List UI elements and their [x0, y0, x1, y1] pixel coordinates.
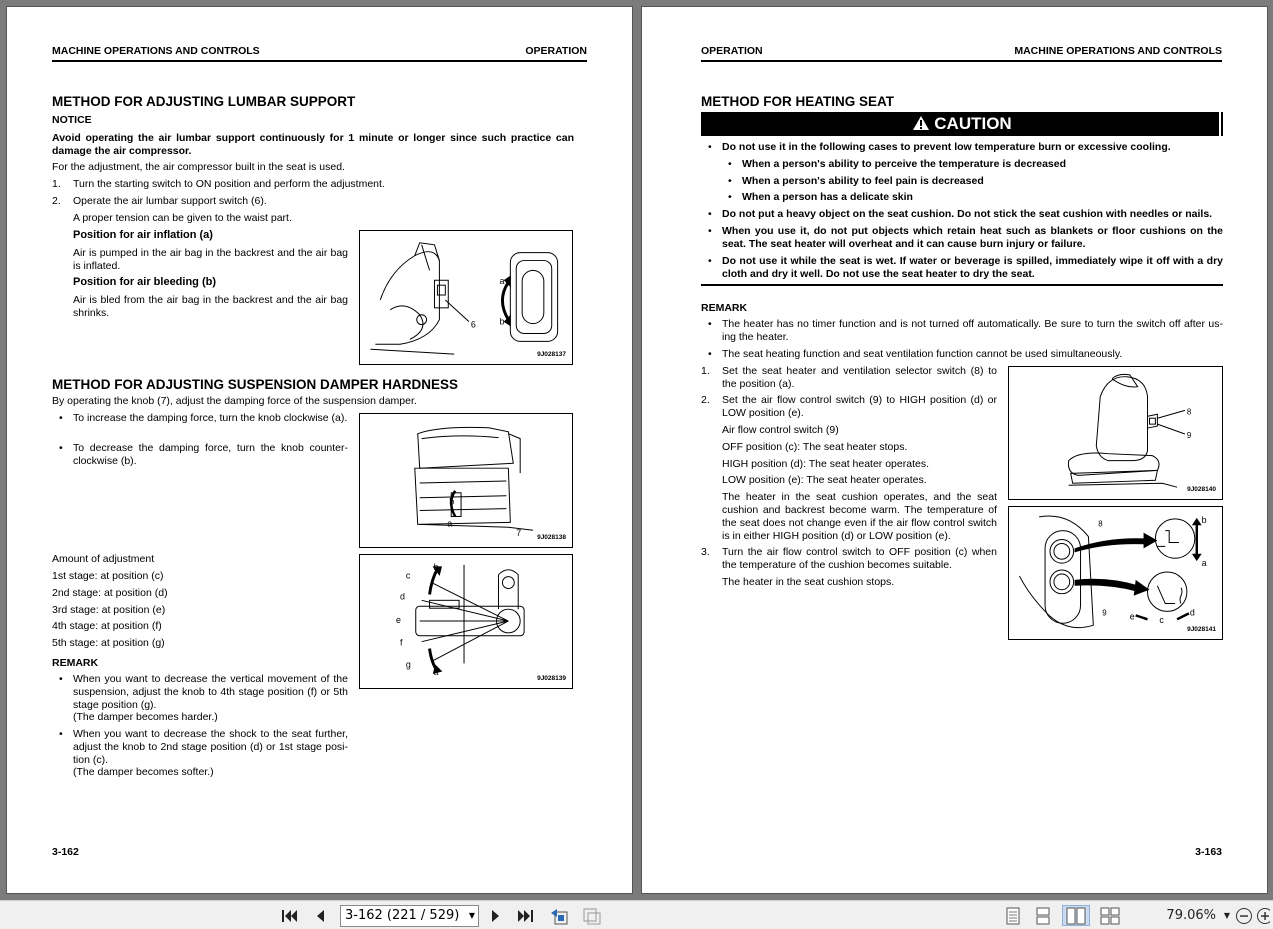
heating-title: METHOD FOR HEATING SEAT — [701, 94, 894, 109]
damper-bullet: To increase the damping force, turn the knob clockwise (a). — [73, 412, 348, 424]
page-right — [641, 6, 1268, 894]
go-back-view-button[interactable] — [547, 905, 571, 926]
back-view-icon — [549, 907, 569, 925]
figure-damper-positions — [359, 554, 573, 689]
zoom-out-button[interactable] — [1234, 905, 1254, 926]
label-a: a — [499, 276, 505, 287]
viewer-toolbar — [0, 900, 1273, 929]
bullet-dot: • — [728, 191, 732, 203]
header-left: MACHINE OPERATIONS AND CONTROLS — [52, 45, 260, 57]
figure-damper-knob — [359, 413, 573, 548]
position-item: HIGH position (d): The seat heater operates. — [722, 458, 929, 470]
last-page-icon — [516, 908, 534, 924]
figure-id: 9J028138 — [537, 534, 566, 541]
label-f: f — [399, 637, 403, 648]
single-page-view-button[interactable] — [1002, 905, 1024, 926]
two-page-continuous-icon — [1100, 907, 1120, 925]
caution-subitem: When a person's ability to feel pain is decreased — [742, 175, 984, 187]
bleeding-text: Air is bled from the air bag in the backrest and the air bag shrinks. — [73, 294, 348, 319]
label-e: e — [1129, 611, 1135, 622]
page-select[interactable] — [340, 905, 479, 927]
figure-id: 9J028139 — [537, 675, 566, 682]
figure-id: 9J028140 — [1187, 486, 1216, 493]
caution-banner — [701, 112, 1223, 136]
step-number: 2. — [52, 195, 61, 207]
page-left — [6, 6, 633, 894]
stage-item: 3rd stage: at position (e) — [52, 604, 166, 616]
step-text: Operate the air lumbar support switch (6). — [73, 195, 267, 207]
dropdown-arrow-icon: ▼ — [1223, 911, 1230, 920]
next-page-icon — [490, 908, 502, 924]
caution-subitem: When a person's ability to perceive the temperature is decreased — [742, 158, 1067, 170]
switch-label: Air flow control switch (9) — [722, 424, 839, 436]
continuous-view-button[interactable] — [1032, 905, 1054, 926]
page-number: 3-162 — [52, 846, 79, 858]
caution-edge — [1219, 112, 1221, 136]
stage-item: 5th stage: at position (g) — [52, 637, 165, 649]
remark-note: (The damper becomes softer.) — [73, 766, 214, 778]
last-page-button[interactable] — [514, 905, 536, 926]
zoom-out-icon — [1235, 907, 1253, 925]
page-header — [52, 45, 587, 62]
label-d: d — [399, 591, 405, 602]
caution-bullet: Do not use it while the seat is wet. If water or beverage is spilled, immediately wipe it off with a dry cloth and dry it well. Do not use the seat heater to dry the seat. — [722, 255, 1223, 280]
damper-illustration — [360, 414, 572, 547]
damper-bullet: To decrease the damping force, turn the knob counter-clockwise (b). — [73, 442, 348, 467]
next-page-button[interactable] — [486, 905, 506, 926]
bullet-dot: • — [708, 318, 712, 330]
header-right: OPERATION — [525, 45, 587, 57]
positions-illustration — [360, 555, 572, 688]
label-g: g — [405, 659, 411, 670]
label-a: a — [447, 518, 453, 529]
damper-title: METHOD FOR ADJUSTING SUSPENSION DAMPER HARDNESS — [52, 377, 459, 392]
switch-illustration — [1009, 507, 1222, 639]
label-c: c — [405, 570, 411, 581]
label-8: 8 — [1098, 519, 1103, 529]
step-text: Set the air flow control switch (9) to HIGH position (d) or LOW position (e). — [722, 394, 997, 419]
label-b: b — [1201, 514, 1207, 525]
previous-page-button[interactable] — [310, 905, 330, 926]
stage-item: 4th stage: at position (f) — [52, 620, 162, 632]
go-forward-view-button[interactable] — [580, 905, 604, 926]
lumbar-title: METHOD FOR ADJUSTING LUMBAR SUPPORT — [52, 94, 356, 109]
bullet-dot: • — [708, 141, 712, 153]
step-number: 3. — [701, 546, 710, 558]
previous-page-icon — [314, 908, 326, 924]
figure-switch-positions — [1008, 506, 1223, 640]
zoom-select[interactable] — [1140, 905, 1230, 926]
figure-id: 9J028141 — [1187, 626, 1216, 633]
header-right: MACHINE OPERATIONS AND CONTROLS — [1014, 45, 1222, 57]
heater-operates-text: The heater in the seat cushion operates, and the seat cushion and backrest become warm. The temperature of the seat does not change even if the air flow control switch is in either HIGH position (d) or LOW position (e). — [722, 491, 997, 542]
inflation-text: Air is pumped in the air bag in the backrest and the air bag is inflated. — [73, 247, 348, 272]
first-page-button[interactable] — [279, 905, 301, 926]
step-number: 1. — [701, 365, 710, 377]
figure-lumbar-switch — [359, 230, 573, 365]
caution-subitem: When a person has a delicate skin — [742, 191, 913, 203]
bullet-dot: • — [59, 728, 63, 740]
figure-id: 9J028137 — [537, 351, 566, 358]
label-9: 9 — [1186, 430, 1192, 440]
two-page-continuous-button[interactable] — [1098, 905, 1122, 926]
label-a: a — [433, 667, 439, 678]
bullet-dot: • — [59, 442, 63, 454]
label-b: b — [499, 316, 505, 327]
remark-bullet: The seat heating function and seat ventilation function cannot be used simultaneously. — [722, 348, 1123, 360]
caution-bullet: When you use it, do not put objects which retain heat such as blankets or floor cushions on the seat. The seat heater will overheat and it can cause burn injury or failure. — [722, 225, 1223, 250]
step-number: 2. — [701, 394, 710, 406]
two-page-view-button[interactable] — [1062, 905, 1090, 926]
bullet-dot: • — [728, 175, 732, 187]
figure-seat-switches — [1008, 366, 1223, 500]
continuous-page-icon — [1036, 907, 1050, 925]
label-a: a — [1201, 558, 1207, 569]
remark-bullet: The heater has no timer function and is not turned off automatically. Be sure to turn the switch off after us-ing the heater. — [722, 318, 1223, 343]
label-b: b — [449, 496, 455, 507]
label-c: c — [1159, 615, 1164, 626]
remark-bullet: When you want to decrease the vertical movement of the suspension, adjust the knob to 4th stage position (f) or 5th stage position (g). — [73, 673, 348, 711]
label-8: 8 — [1186, 407, 1192, 417]
bleeding-title: Position for air bleeding (b) — [73, 276, 216, 288]
remark-note: (The damper becomes harder.) — [73, 711, 218, 723]
caution-bullet: Do not put a heavy object on the seat cushion. Do not stick the seat cushion with needles or nails. — [722, 208, 1213, 220]
step-number: 1. — [52, 178, 61, 190]
bullet-dot: • — [708, 208, 712, 220]
bullet-dot: • — [728, 158, 732, 170]
forward-view-icon — [582, 907, 602, 925]
bullet-dot: • — [59, 673, 63, 685]
stage-item: 2nd stage: at position (d) — [52, 587, 168, 599]
label-6: 6 — [470, 319, 476, 330]
amount-label: Amount of adjustment — [52, 553, 155, 565]
damper-intro: By operating the knob (7), adjust the damping force of the suspension damper. — [52, 395, 417, 407]
single-page-icon — [1006, 907, 1020, 925]
stage-item: 1st stage: at position (c) — [52, 570, 164, 582]
zoom-value: 79.06% — [1166, 908, 1216, 923]
page-number: 3-163 — [1195, 846, 1222, 858]
step-text: Turn the starting switch to ON position and perform the adjustment. — [73, 178, 385, 190]
intro-text: For the adjustment, the air compressor built in the seat is used. — [52, 161, 345, 173]
dropdown-arrow-icon: ▼ — [468, 911, 475, 920]
lumbar-illustration — [360, 231, 572, 364]
page-header — [701, 45, 1222, 62]
heater-stops-text: The heater in the seat cushion stops. — [722, 576, 895, 588]
two-page-icon — [1066, 907, 1086, 925]
seat-illustration — [1009, 367, 1222, 499]
bullet-dot: • — [59, 412, 63, 424]
label-b: b — [433, 561, 439, 572]
caution-rule — [701, 284, 1223, 286]
inflation-title: Position for air inflation (a) — [73, 229, 213, 241]
header-left: OPERATION — [701, 45, 763, 57]
caution-bullet: Do not use it in the following cases to prevent low temperature burn or excessive cooling. — [722, 141, 1171, 153]
remark-label: REMARK — [701, 302, 748, 314]
tension-text: A proper tension can be given to the waist part. — [73, 212, 292, 224]
position-item: LOW position (e): The seat heater operates. — [722, 474, 927, 486]
first-page-icon — [281, 908, 299, 924]
step-text: Set the seat heater and ventilation selector switch (8) to the position (a). — [722, 365, 997, 390]
warning-icon — [912, 115, 930, 131]
label-d: d — [1189, 607, 1195, 618]
notice-text: Avoid operating the air lumbar support continuously for 1 minute or longer since such practice can damage the air compressor. — [52, 132, 574, 157]
bullet-dot: • — [708, 255, 712, 267]
label-7: 7 — [516, 528, 522, 539]
label-e: e — [396, 614, 401, 625]
zoom-in-button[interactable] — [1256, 905, 1270, 926]
remark-label: REMARK — [52, 657, 99, 669]
label-9: 9 — [1102, 608, 1107, 618]
position-item: OFF position (c): The seat heater stops. — [722, 441, 908, 453]
bullet-dot: • — [708, 348, 712, 360]
bullet-dot: • — [708, 225, 712, 237]
remark-bullet: When you want to decrease the shock to the seat further, adjust the knob to 2nd stage position (d) or 1st stage posi-tion (c). — [73, 728, 348, 766]
zoom-in-icon — [1256, 907, 1270, 925]
step-text: Turn the air flow control switch to OFF position (c) when the temperature of the cushion becomes suitable. — [722, 546, 997, 571]
caution-label: CAUTION — [934, 114, 1012, 133]
page-select-value: 3-162 (221 / 529) — [345, 908, 460, 923]
notice-label: NOTICE — [52, 114, 92, 126]
